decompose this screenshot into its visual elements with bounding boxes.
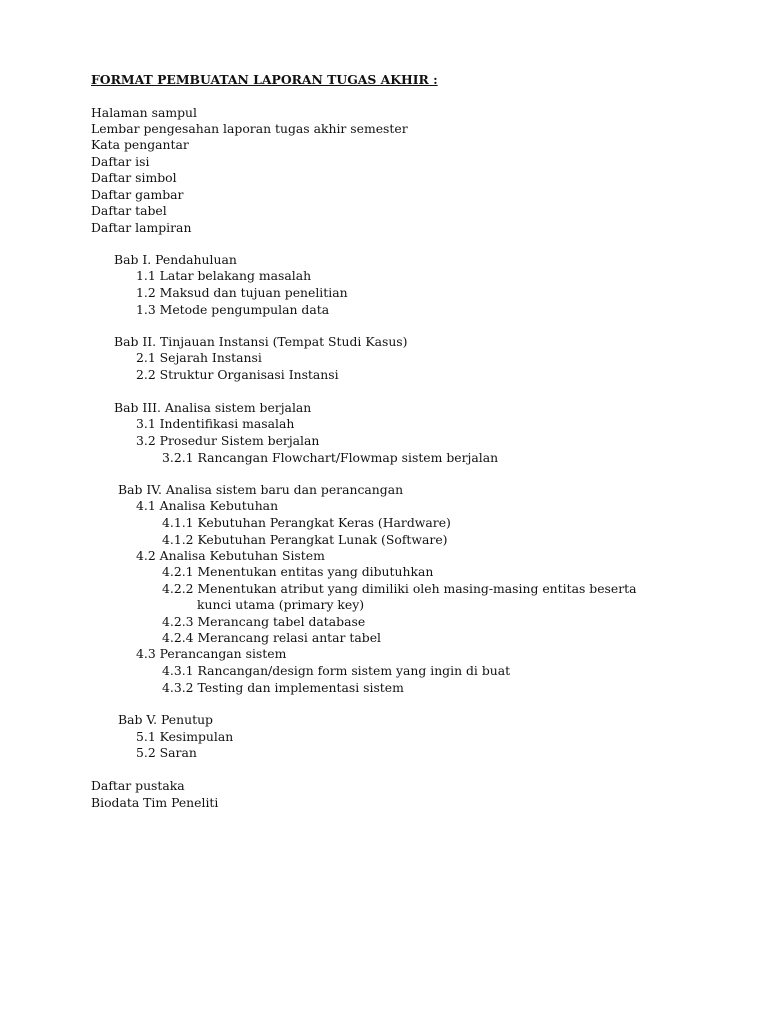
front-matter-item: Kata pengantar	[91, 137, 189, 152]
subsection-item: 4.3.1 Rancangan/design form sistem yang ingin di buat	[162, 663, 511, 678]
back-matter-item: Biodata Tim Peneliti	[91, 795, 219, 810]
subsection-item: 4.2.2 Menentukan atribut yang dimiliki oleh masing-masing entitas beserta	[162, 581, 637, 596]
chapter-heading: Bab IV. Analisa sistem baru dan perancangan	[118, 482, 404, 497]
front-matter-item: Daftar lampiran	[91, 220, 192, 235]
chapter-heading: Bab III. Analisa sistem berjalan	[114, 400, 312, 415]
subsection-item: 4.1.2 Kebutuhan Perangkat Lunak (Software)	[162, 532, 448, 547]
section-item: 4.1 Analisa Kebutuhan	[136, 498, 279, 513]
document-title: FORMAT PEMBUATAN LAPORAN TUGAS AKHIR :	[91, 72, 438, 87]
section-item: 3.1 Indentifikasi masalah	[136, 416, 295, 431]
back-matter-item: Daftar pustaka	[91, 778, 185, 793]
section-item: 2.2 Struktur Organisasi Instansi	[136, 367, 339, 382]
section-item: 5.2 Saran	[136, 745, 197, 760]
front-matter-item: Lembar pengesahan laporan tugas akhir semester	[91, 121, 408, 136]
front-matter-item: Daftar isi	[91, 154, 150, 169]
subsection-item-continuation: kunci utama (primary key)	[197, 597, 365, 612]
chapter-heading: Bab I. Pendahuluan	[114, 252, 237, 267]
section-item: 4.3 Perancangan sistem	[136, 646, 287, 661]
subsection-item: 4.2.3 Merancang tabel database	[162, 614, 366, 629]
chapter-heading: Bab V. Penutup	[118, 712, 213, 727]
section-item: 3.2 Prosedur Sistem berjalan	[136, 433, 320, 448]
front-matter-item: Daftar tabel	[91, 203, 167, 218]
front-matter-item: Daftar gambar	[91, 187, 184, 202]
section-item: 1.2 Maksud dan tujuan penelitian	[136, 285, 348, 300]
section-item: 4.2 Analisa Kebutuhan Sistem	[136, 548, 325, 563]
subsection-item: 3.2.1 Rancangan Flowchart/Flowmap sistem berjalan	[162, 450, 499, 465]
subsection-item: 4.1.1 Kebutuhan Perangkat Keras (Hardware)	[162, 515, 451, 530]
subsection-item: 4.2.4 Merancang relasi antar tabel	[162, 630, 382, 645]
front-matter-item: Halaman sampul	[91, 105, 197, 120]
section-item: 1.1 Latar belakang masalah	[136, 268, 312, 283]
section-item: 5.1 Kesimpulan	[136, 729, 234, 744]
chapter-heading: Bab II. Tinjauan Instansi (Tempat Studi Kasus)	[114, 334, 408, 349]
subsection-item: 4.2.1 Menentukan entitas yang dibutuhkan	[162, 564, 434, 579]
subsection-item: 4.3.2 Testing dan implementasi sistem	[162, 680, 404, 695]
front-matter-item: Daftar simbol	[91, 170, 177, 185]
section-item: 2.1 Sejarah Instansi	[136, 350, 262, 365]
section-item: 1.3 Metode pengumpulan data	[136, 302, 330, 317]
